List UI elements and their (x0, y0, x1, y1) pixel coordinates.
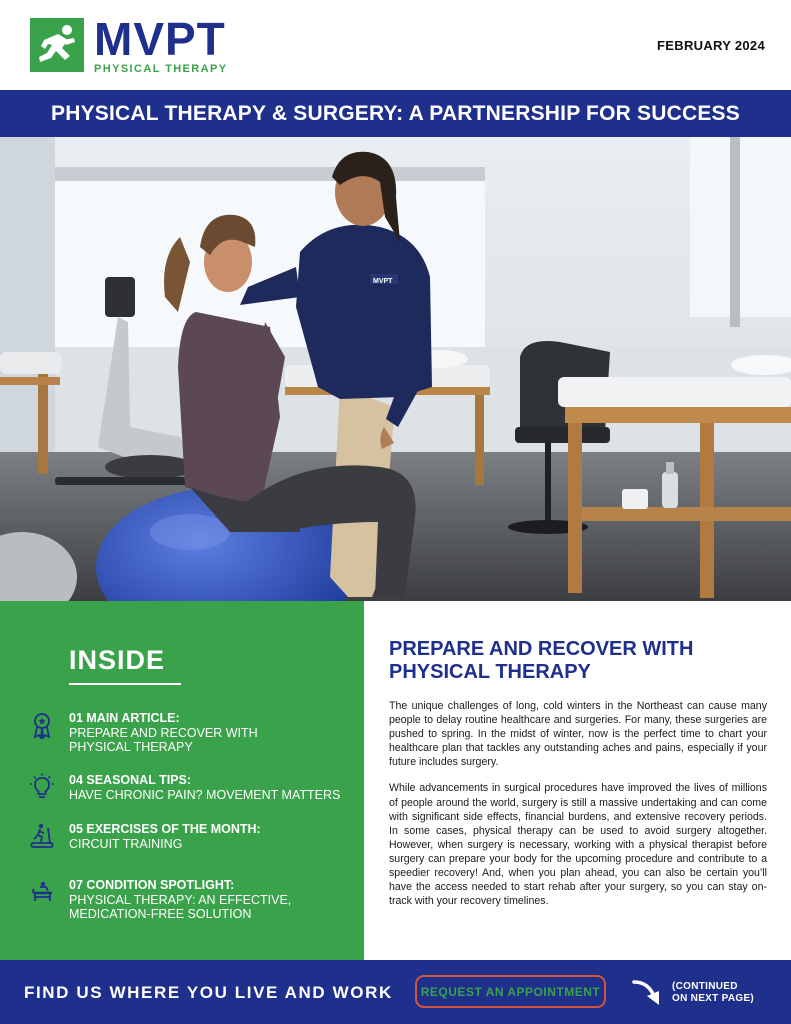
toc-item-condition-spotlight[interactable] (30, 878, 360, 922)
continued-note (672, 981, 754, 1005)
shirt-logo: MVPT (373, 278, 393, 285)
article-heading: PREPARE AND RECOVER WITH PHYSICAL THERAPY (389, 638, 694, 683)
brand-subtitle: PHYSICAL THERAPY (94, 63, 228, 75)
article-paragraph: The unique challenges of long, cold winters in the Northeast can cause many people to delay routine healthcare and surgeries. For many, these surgeries are pushed to spring. In the midst of winter, now is the perfect time to chart your healthcare plan that tackles any outstanding aches and pains, especially if your future includes surgery. (389, 700, 767, 769)
toc-heading: 01 MAIN ARTICLE: (69, 711, 180, 725)
toc-subtitle: HAVE CHRONIC PAIN? MOVEMENT MATTERS (69, 787, 341, 802)
brand-name: MVPT (94, 13, 226, 65)
mvpt-logo[interactable] (30, 13, 228, 75)
massage-table-icon (30, 878, 54, 906)
toc-subtitle: PHYSICAL THERAPY: AN EFFECTIVE, MEDICATION-FREE SOLUTION (69, 892, 292, 921)
hero-photo (0, 137, 791, 601)
curved-arrow-icon (632, 978, 664, 1013)
main-article (389, 638, 767, 908)
page-footer (0, 960, 791, 1024)
toc-item-main-article[interactable] (30, 711, 360, 755)
inside-panel (0, 601, 364, 960)
page-header (0, 0, 791, 90)
title-banner (0, 90, 791, 137)
request-appointment-button[interactable]: REQUEST AN APPOINTMENT (415, 975, 606, 1008)
toc-heading: 07 CONDITION SPOTLIGHT: (69, 878, 235, 892)
lightbulb-icon (30, 773, 54, 801)
toc-heading: 05 EXERCISES OF THE MONTH: (69, 822, 261, 836)
toc-item-exercises[interactable] (30, 822, 360, 851)
inside-title: INSIDE (69, 645, 166, 675)
toc-subtitle: PREPARE AND RECOVER WITH PHYSICAL THERAPY (69, 725, 258, 754)
toc-heading: 04 SEASONAL TIPS: (69, 773, 192, 787)
article-paragraph: While advancements in surgical procedures have improved the lives of millions of people around the world, surgery is still a massive undertaking and can come with significant side effects, financial burdens, and extensive recovery periods. In some cases, physical therapy can be used to avoid surgery altogether. However, when surgery is necessary, working with a physical therapist before surgery can prepare your body for the upcoming procedure and contribute to a speedier recovery! And, when you plan ahead, you can also be certain you’ll have the access needed to start rehab after your surgery, so you can stay on-track with your recovery timelines. (389, 782, 767, 908)
footer-tagline: FIND US WHERE YOU LIVE AND WORK (24, 983, 393, 1002)
toc-item-seasonal-tips[interactable] (30, 773, 360, 802)
inside-divider (69, 683, 181, 685)
continued-line-1: (CONTINUED (672, 981, 738, 992)
award-ribbon-icon (30, 711, 54, 739)
toc-subtitle: CIRCUIT TRAINING (69, 836, 183, 851)
treadmill-icon (30, 822, 54, 850)
continued-line-2: ON NEXT PAGE) (672, 993, 755, 1004)
issue-date: FEBRUARY 2024 (657, 38, 765, 53)
runner-logo-icon (30, 18, 84, 72)
page-title: PHYSICAL THERAPY & SURGERY: A PARTNERSHIP FOR SUCCESS (51, 101, 740, 125)
